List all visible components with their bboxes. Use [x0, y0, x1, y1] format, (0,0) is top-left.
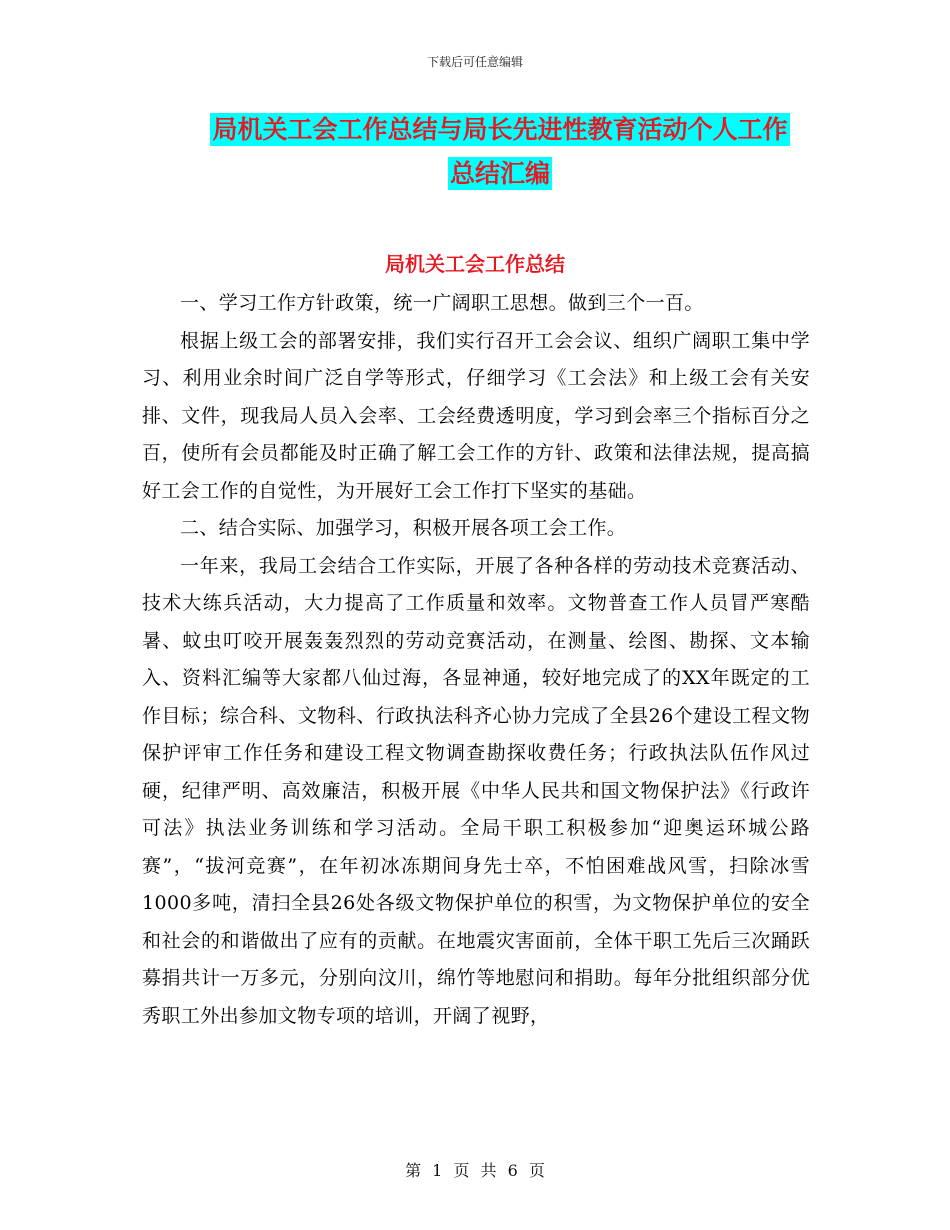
- body-text: [142, 285, 810, 1035]
- document-title: [190, 108, 810, 196]
- paragraph-3: 二、结合实际、加强学习，积极开展各项工会工作。: [180, 517, 627, 539]
- paragraph-4: 一年来，我局工会结合工作实际，开展了各种各样的劳动技术竞赛活动、技术大练兵活动，大力提高了工作质量和效率。文物普查工作人员冒严寒酷暑、蚊虫叮咬开展轰轰烈烈的劳动竞赛活动，在测量、绘图、勘探、文本输入、资料汇编等大家都八仙过海，各显神通，较好地完成了的XX年既定的工作目标；综合科、文物科、行政执法科齐心协力完成了全县26个建设工程文物保护评审工作任务和建设工程文物调查勘探收费任务；行政执法队伍作风过硬，纪律严明、高效廉洁，积极开展《中华人民共和国文物保护法》《行政许可法》执法业务训练和学习活动。全局干职工积极参加“迎奥运环城公路赛”，“拔河竞赛”，在年初冰冻期间身先士卒，不怕困难战风雪，扫除冰雪1000多吨，清扫全县26处各级文物保护单位的积雪，为文物保护单位的安全和社会的和谐做出了应有的贡献。在地震灾害面前，全体干职工先后三次踊跃募捐共计一万多元，分别向汶川，绵竹等地慰问和捐助。每年分批组织部分优秀职工外出参加文物专项的培训，开阔了视野，: [142, 554, 810, 1027]
- page-footer: 第 1 页 共 6 页: [405, 1161, 545, 1180]
- paragraph-1: 一、学习工作方针政策，统一广阔职工思想。做到三个一百。: [180, 292, 704, 314]
- page-header-note: 下载后可任意编辑: [426, 55, 523, 69]
- document-title-line1: 局机关工会工作总结与局长先进性教育活动个人工作: [212, 115, 788, 144]
- section-title: 局机关工会工作总结: [385, 252, 565, 276]
- paragraph-2: 根据上级工会的部署安排，我们实行召开工会会议、组织广阔职工集中学习、利用业余时间广泛自学等形式，仔细学习《工会法》和上级工会有关安排、文件，现我局人员入会率、工会经费透明度，学习到会率三个指标百分之百，使所有会员都能及时正确了解工会工作的方针、政策和法律法规，提高搞好工会工作的自觉性，为开展好工会工作打下坚实的基础。: [142, 329, 810, 502]
- document-title-line2: 总结汇编: [449, 159, 550, 188]
